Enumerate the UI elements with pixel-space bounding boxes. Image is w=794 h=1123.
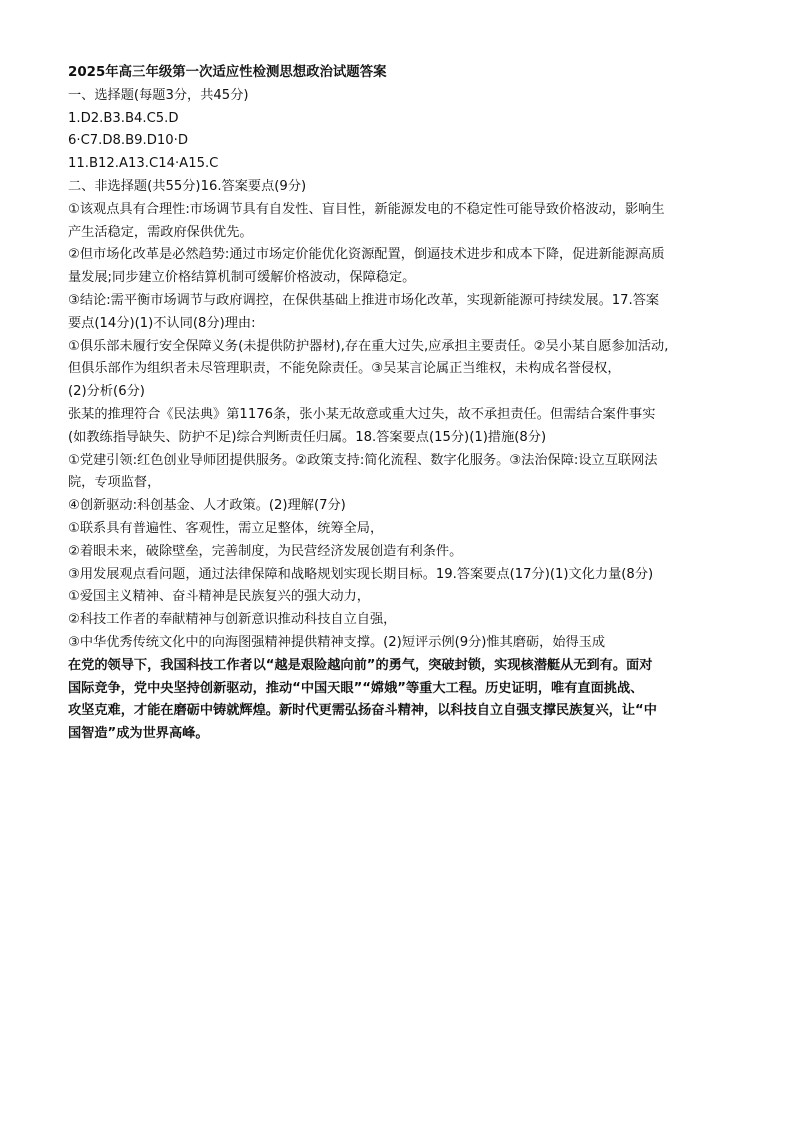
answer-line: 要点(14分)(1)不认同(8分)理由: bbox=[68, 315, 256, 331]
answer-line: 产生活稳定，需政府保供优先。 bbox=[68, 224, 253, 240]
answer-line: ①俱乐部未履行安全保障义务(未提供防护器材),存在重大过失,应承担主要责任。②吴小某自愿参加活动, bbox=[68, 338, 669, 354]
document-title: 2025年高三年级第一次适应性检测思想政治试题答案 bbox=[68, 65, 387, 80]
answer-line: ①该观点具有合理性:市场调节具有自发性、盲目性，新能源发电的不稳定性可能导致价格波动，影响生 bbox=[68, 201, 665, 217]
answer-line: 院，专项监督， bbox=[68, 475, 161, 491]
answer-line: (2)分析(6分) bbox=[68, 384, 145, 400]
answer-line: ②科技工作者的奉献精神与创新意识推动科技自立自强， bbox=[68, 612, 397, 628]
answer-line: ③结论:需平衡市场调节与政府调控，在保供基础上推进市场化改革，实现新能源可持续发展。17.答案 bbox=[68, 292, 660, 308]
section-heading-choice: 一、选择题(每题3分，共45分) bbox=[68, 87, 249, 103]
answer-line: ②着眼未来，破除壁垒，完善制度，为民营经济发展创造有利条件。 bbox=[68, 543, 463, 559]
answer-line: ④创新驱动:科创基金、人才政策。(2)理解(7分) bbox=[68, 498, 346, 514]
answer-line: ①党建引领:红色创业导师团提供服务。②政策支持:简化流程、数字化服务。③法治保障:设立互联网法 bbox=[68, 452, 658, 468]
commentary-line: 在党的领导下，我国科技工作者以“越是艰险越向前”的勇气，突破封锁，实现核潜艇从无到有。面对 bbox=[68, 657, 653, 673]
commentary-line: 攻坚克难，才能在磨砺中铸就辉煌。新时代更需弘扬奋斗精神，以科技自立自强支撑民族复兴，让“中 bbox=[68, 703, 657, 719]
answer-line: 但俱乐部作为组织者未尽管理职责，不能免除责任。③吴某言论属正当维权，未构成名誉侵权， bbox=[68, 361, 621, 377]
answer-line: ①联系具有普遍性、客观性，需立足整体，统筹全局， bbox=[68, 520, 384, 536]
section-heading-nonchoice: 二、非选择题(共55分)16.答案要点(9分) bbox=[68, 178, 307, 194]
answer-line: (如教练指导缺失、防护不足)综合判断责任归属。18.答案要点(15分)(1)措施(8分) bbox=[68, 429, 547, 445]
commentary-line: 国际竞争，党中央坚持创新驱动，推动“中国天眼”“嫦娥”等重大工程。历史证明，唯有直面挑战、 bbox=[68, 680, 644, 696]
choice-answers-row-1: 1.D2.B3.B4.C5.D bbox=[68, 110, 179, 126]
answer-line: ②但市场化改革是必然趋势:通过市场定价能优化资源配置，倒逼技术进步和成本下降，促进新能源高质 bbox=[68, 247, 665, 263]
answer-line: 张某的推理符合《民法典》第1176条，张小某无故意或重大过失，故不承担责任。但需结合案件事实 bbox=[68, 406, 656, 422]
choice-answers-row-2: 6·C7.D8.B9.D10·D bbox=[68, 133, 189, 149]
commentary-line: 国智造”成为世界高峰。 bbox=[68, 726, 209, 742]
answer-line: ③用发展观点看问题，通过法律保障和战略规划实现长期目标。19.答案要点(17分)(1)文化力量(8分) bbox=[68, 566, 654, 582]
answer-line: ①爱国主义精神、奋斗精神是民族复兴的强大动力， bbox=[68, 589, 370, 605]
answer-line: ③中华优秀传统文化中的向海图强精神提供精神支撑。(2)短评示例(9分)惟其磨砺，始得玉成 bbox=[68, 634, 606, 650]
choice-answers-row-3: 11.B12.A13.C14·A15.C bbox=[68, 156, 219, 172]
answer-line: 量发展;同步建立价格结算机制可缓解价格波动，保障稳定。 bbox=[68, 270, 416, 286]
document-body bbox=[68, 62, 728, 746]
